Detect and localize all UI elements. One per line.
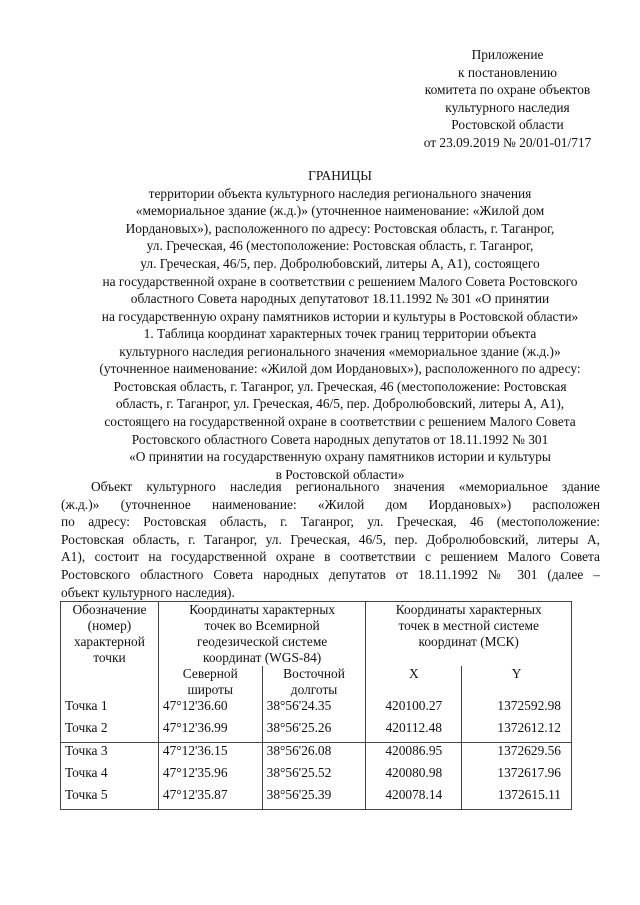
cell-lat: 47°12'35.87 [158, 787, 262, 810]
cell-y: 1372612.12 [462, 720, 572, 743]
header-east: Восточной долготы [262, 666, 366, 698]
cell-x: 420112.48 [366, 720, 462, 743]
cell-x: 420078.14 [366, 787, 462, 810]
cell-x: 420080.98 [366, 765, 462, 787]
cell-x: 420086.95 [366, 743, 462, 766]
approval-line: от 23.09.2019 № 20/01-01/717 [423, 134, 592, 150]
document-title [40, 167, 640, 325]
title-line: на государственную охрану памятников истории и культуры в Ростовской области» [101, 308, 579, 324]
table-row [61, 787, 572, 810]
section-line: 1. Таблица координат характерных точек границ территории объекта [143, 326, 537, 341]
cell-lat: 47°12'36.60 [158, 698, 262, 720]
title-line: «мемориальное здание (ж.д.)» (уточненное наименование: «Жилой дом [135, 203, 545, 219]
cell-point: Точка 5 [61, 787, 159, 810]
title-line: на государственной охране в соответствии с решением Малого Совета Ростовского [102, 273, 578, 289]
table-row [61, 720, 572, 743]
section-line: культурного наследия регионального значения «мемориальное здание (ж.д.)» [119, 343, 561, 359]
cell-point: Точка 4 [61, 765, 159, 787]
paragraph-line: (ж.д.)» (уточненное наименование: «Жилой дом Иордановых») расположен [61, 496, 600, 512]
header-point: Обозначение (номер) характерной точки [61, 602, 159, 699]
table-row [61, 698, 572, 720]
header-wgs: Координаты характерных точек во Всемирной геодезической системе координат (WGS-84) [158, 602, 366, 667]
cell-lon: 38°56'26.08 [262, 743, 366, 766]
cell-y: 1372615.11 [462, 787, 572, 810]
header-y: Y [462, 666, 572, 698]
header-msk: Координаты характерных точек в местной системе координат (МСК) [366, 602, 572, 667]
table-row [61, 743, 572, 766]
title-line: областного Совета народных депутатовот 18.11.1992 № 301 «О принятии [130, 291, 550, 307]
approval-line: Ростовской области [451, 117, 564, 133]
section-line: Ростовская область, г. Таганрог, ул. Греческая, 46 (местоположение: Ростовская [113, 378, 567, 394]
paragraph-line: объект культурного наследия). [61, 584, 235, 600]
paragraph-line: Объект культурного наследия регионального значения «мемориальное здание [91, 479, 600, 494]
title-heading: ГРАНИЦЫ [308, 168, 372, 183]
body-paragraph [61, 478, 600, 601]
paragraph-line: Ростовского областного Совета народных депутатов от 18.11.1992 № 301 (далее – [61, 566, 600, 582]
paragraph-line: А1), состоит на государственной охране в соответствии с решением Малого Совета [61, 549, 600, 565]
approval-line: комитета по охране объектов [424, 82, 591, 98]
header-x: X [366, 666, 462, 698]
cell-lat: 47°12'36.99 [158, 720, 262, 743]
cell-y: 1372617.96 [462, 765, 572, 787]
cell-lat: 47°12'36.15 [158, 743, 262, 766]
title-line: ул. Греческая, 46/5, пер. Добролюбовский, литеры А, А1), состоящего [140, 255, 540, 271]
cell-lon: 38°56'25.26 [262, 720, 366, 743]
cell-point: Точка 1 [61, 698, 159, 720]
paragraph-line: Ростовская область, г. Таганрог, ул. Греческая, 46/5, пер. Добролюбовский, литеры А, [61, 531, 600, 547]
cell-y: 1372629.56 [462, 743, 572, 766]
cell-lon: 38°56'25.52 [262, 765, 366, 787]
section-line: область, г. Таганрог, ул. Греческая, 46/5, пер. Добролюбовский, литеры А, А1), [115, 396, 565, 412]
title-line: территории объекта культурного наследия регионального значения [148, 185, 532, 201]
cell-lon: 38°56'25.39 [262, 787, 366, 810]
table-row [61, 765, 572, 787]
cell-y: 1372592.98 [462, 698, 572, 720]
approval-block [375, 46, 640, 152]
coordinates-table [60, 601, 572, 810]
cell-lon: 38°56'24.35 [262, 698, 366, 720]
section-line: в Ростовской области» [275, 466, 405, 482]
section-line: Ростовского областного Совета народных депутатов от 18.11.1992 № 301 [131, 431, 549, 447]
cell-x: 420100.27 [366, 698, 462, 720]
section-line: «О принятии на государственную охрану памятников истории и культуры [129, 449, 551, 465]
section-line: (уточненное наименование: «Жилой дом Иордановых»), расположенного по адресу: [99, 361, 581, 377]
approval-line: к постановлению [458, 64, 557, 80]
section-line: состоящего на государственной охране в соответствии с решением Малого Совета [104, 413, 576, 429]
table-header-row [61, 602, 572, 667]
cell-point: Точка 2 [61, 720, 159, 743]
title-line: ул. Греческая, 46 (местоположение: Ростовская область, г. Таганрог, [146, 238, 534, 254]
header-north: Северной широты [158, 666, 262, 698]
section-1-heading [40, 325, 640, 483]
cell-lat: 47°12'35.96 [158, 765, 262, 787]
paragraph-line: по адресу: Ростовская область, г. Таганрог, ул. Греческая, 46 (местоположение: [61, 514, 600, 530]
approval-line: Приложение [471, 47, 544, 62]
title-line: Иордановых»), расположенного по адресу: Ростовская область, г. Таганрог, [125, 220, 555, 236]
cell-point: Точка 3 [61, 743, 159, 766]
approval-line: культурного наследия [445, 99, 570, 115]
